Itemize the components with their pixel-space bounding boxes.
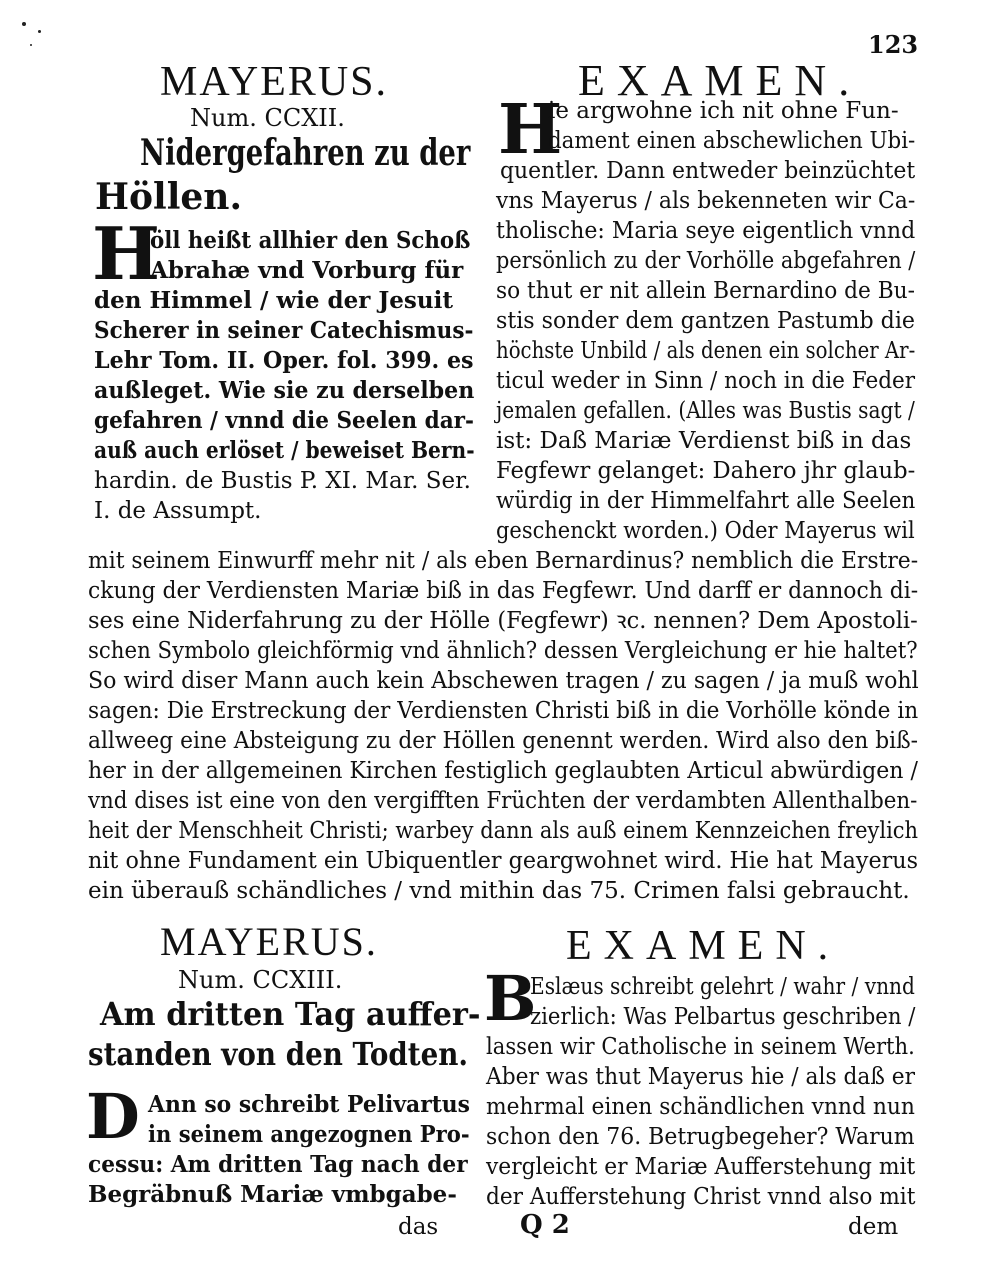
body-line: nit ohne Fundament ein Ubiquentler geargwohnet wird. Hie hat Mayerus	[88, 848, 919, 874]
body-line: Eslæus schreibt gelehrt / wahr / vnnd	[530, 974, 915, 1000]
entry-title: standen von den Todten.	[88, 1035, 469, 1073]
entry-title: Nidergefahren zu der	[140, 132, 471, 174]
body-line: in seinem angezognen Pro-	[148, 1121, 470, 1148]
body-line: öll heißt allhier den Schoß	[150, 227, 471, 254]
drop-cap: D	[86, 1080, 140, 1153]
mayerus-header: MAYERUS.	[160, 59, 389, 105]
body-line: So wird diser Mann auch kein Abschewen tragen / zu sagen / ja muß wohl	[88, 668, 919, 694]
body-line: ist: Daß Mariæ Verdienst biß in das	[496, 428, 912, 454]
body-line: dament einen abschewlichen Ubi-	[548, 128, 916, 154]
body-line: Aber was thut Mayerus hie / als daß er	[486, 1064, 916, 1090]
body-line: geschenckt worden.) Oder Mayerus wil	[496, 518, 915, 544]
body-line: hardin. de Bustis P. XI. Mar. Ser.	[94, 468, 471, 494]
body-line: schon den 76. Betrugbegeher? Warum	[486, 1124, 915, 1150]
body-line: quentler. Dann entweder beinzüchtet	[500, 158, 916, 184]
body-line: vnd dises ist eine von den vergifften Früchten der verdambten Allenthalben-	[88, 788, 918, 814]
examen-header: EXAMEN.	[578, 56, 862, 105]
catchword-left: das	[398, 1214, 439, 1240]
body-line: ses eine Niderfahrung zu der Hölle (Fegfewr) ꝛc. nennen? Dem Apostoli-	[88, 608, 918, 634]
body-line: lassen wir Catholische in seinem Werth.	[486, 1034, 915, 1060]
body-line: ie argwohne ich nit ohne Fun-	[548, 98, 899, 124]
body-line: sagen: Die Erstreckung der Verdiensten Christi biß in die Vorhölle könde in	[88, 698, 919, 724]
mayerus-header: MAYERUS.	[160, 919, 378, 964]
body-line: cessu: Am dritten Tag nach der	[88, 1151, 468, 1178]
entry-number: Num. CCXII.	[190, 104, 345, 132]
drop-cap: B	[484, 962, 537, 1035]
signature-mark: Q 2	[520, 1210, 570, 1240]
body-line: ticul weder in Sinn / noch in die Feder	[496, 368, 916, 394]
entry-title: Höllen.	[95, 176, 242, 218]
body-line: ckung der Verdiensten Mariæ biß in das Fegfewr. Und darff er dannoch di-	[88, 578, 919, 604]
body-line: höchste Unbild / als denen ein solcher Ar-	[496, 338, 916, 364]
body-line: mit seinem Einwurff mehr nit / als eben Bernardinus? nemblich die Erstre-	[88, 548, 919, 574]
body-line: gefahren / vnnd die Seelen dar-	[94, 407, 474, 434]
body-line: Scherer in seiner Catechismus-	[94, 317, 474, 344]
body-line: außleget. Wie sie zu derselben	[94, 377, 475, 404]
body-line: würdig in der Himmelfahrt alle Seelen	[496, 488, 916, 514]
body-line: zierlich: Was Pelbartus geschriben /	[530, 1004, 916, 1030]
entry-number: Num. CCXIII.	[178, 966, 343, 994]
body-line: auß auch erlöset / beweiset Bern-	[94, 437, 475, 464]
body-line: so thut er nit allein Bernardino de Bu-	[496, 278, 915, 304]
catchword-right: dem	[848, 1214, 899, 1240]
body-line: mehrmal einen schändlichen vnnd nun	[486, 1094, 915, 1120]
body-line: tholische: Maria seye eigentlich vnnd	[496, 218, 916, 244]
body-line: her in der allgemeinen Kirchen festiglich geglaubten Articul abwürdigen /	[88, 758, 918, 784]
body-line: vns Mayerus / als bekenneten wir Ca-	[496, 188, 916, 214]
body-line: den Himmel / wie der Jesuit	[94, 287, 453, 314]
body-line: schen Symbolo gleichförmig vnd ähnlich? dessen Vergleichung er hie haltet?	[88, 638, 918, 664]
body-line: Lehr Tom. II. Oper. fol. 399. es	[94, 347, 474, 374]
page-number: 123	[868, 30, 919, 59]
body-line: Ann so schreibt Pelivartus	[148, 1091, 470, 1118]
ink-speck	[30, 44, 32, 46]
ink-speck	[38, 30, 41, 33]
drop-cap: H	[498, 90, 563, 170]
body-line: heit der Menschheit Christi; warbey dann als auß einem Kennzeichen freylich	[88, 818, 919, 844]
body-line: Fegfewr gelanget: Dahero jhr glaub-	[496, 458, 916, 484]
body-line: persönlich zu der Vorhölle abgefahren /	[496, 248, 916, 274]
drop-cap: H	[92, 211, 161, 296]
ink-speck	[22, 22, 26, 26]
body-line: Abrahæ vnd Vorburg für	[150, 257, 464, 284]
body-line: Begräbnuß Mariæ vmbgabe-	[88, 1181, 457, 1208]
body-line: der Aufferstehung Christ vnnd also mit	[486, 1184, 916, 1210]
body-line: jemalen gefallen. (Alles was Bustis sagt /	[496, 398, 915, 424]
body-line: stis sonder dem gantzen Pastumb die	[496, 308, 915, 334]
body-line: vergleicht er Mariæ Aufferstehung mit	[486, 1154, 916, 1180]
examen-header: EXAMEN.	[566, 923, 841, 969]
body-line: allweeg eine Absteigung zu der Höllen genennt werden. Wird also den biß-	[88, 728, 918, 754]
body-line: ein überauß schändliches / vnd mithin das 75. Crimen falsi gebraucht.	[88, 878, 910, 904]
entry-title: Am dritten Tag auffer-	[100, 995, 481, 1033]
body-line: I. de Assumpt.	[94, 498, 262, 524]
